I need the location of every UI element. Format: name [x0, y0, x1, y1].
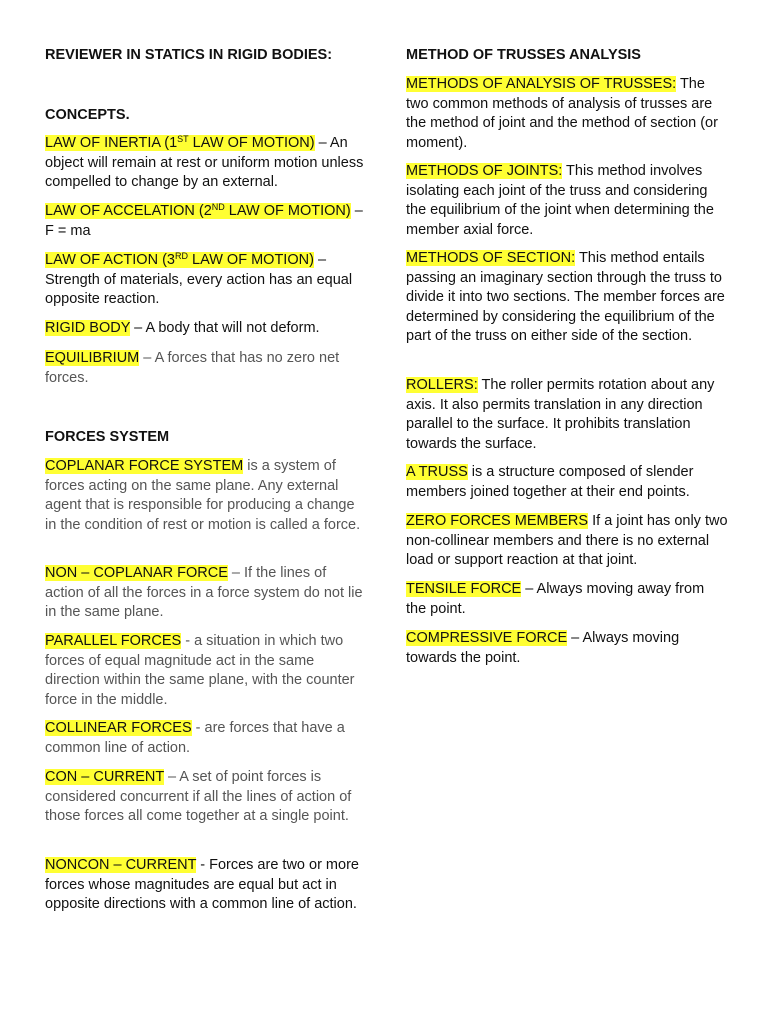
concept-law-of-inertia: [45, 134, 365, 193]
force-concurrent: [45, 768, 365, 827]
truss-methods-of-analysis: [406, 75, 728, 153]
definition-text: – Always moving away from the point.: [406, 581, 705, 617]
truss-zero-force-members: [406, 512, 728, 571]
definition-text: – An object will remain at rest or uniform motion unless compelled to change by an external.: [45, 135, 364, 191]
concept-equilibrium: [45, 349, 365, 388]
force-nonconcurrent: [45, 856, 365, 915]
term-highlight: COLLINEAR FORCES: [45, 720, 192, 736]
force-collinear: [45, 719, 365, 758]
term-highlight: COPLANAR FORCE SYSTEM: [45, 458, 244, 474]
definition-text: is a system of forces acting on the same plane. Any external agent that is responsible for producing a change in the condition of rest or motion is called a force.: [45, 458, 361, 533]
definition-text: – Strength of materials, every action has an equal opposite reaction.: [45, 252, 353, 308]
force-coplanar: [45, 457, 365, 535]
truss-compressive-force: [406, 629, 728, 668]
definition-text: is a structure composed of slender members joined together at their end points.: [406, 464, 694, 500]
definition-text: – If the lines of action of all the forces in a force system do not lie in the same plane.: [45, 565, 363, 621]
concepts-heading: CONCEPTS.: [45, 107, 130, 123]
definition-text: – Always moving towards the point.: [406, 630, 680, 666]
term-highlight: COMPRESSIVE FORCE: [406, 630, 568, 646]
force-non-coplanar: [45, 564, 365, 623]
term-highlight: NON – COPLANAR FORCE: [45, 565, 228, 581]
force-parallel: [45, 632, 365, 710]
definition-text: This method entails passing an imaginary section through the truss to divide it into two sections. The member forces are determined by considering the equilibrium of the part of the truss on either side of the section.: [406, 250, 725, 345]
definition-text: – F = ma: [45, 203, 363, 239]
truss-methods-of-joints: [406, 162, 728, 240]
definition-text: - are forces that have a common line of action.: [45, 720, 345, 756]
definition-text: – A body that will not deform.: [130, 320, 320, 336]
definition-text: The two common methods of analysis of trusses are the method of joint and the method of section (or moment).: [406, 76, 718, 151]
term-highlight: A TRUSS: [406, 464, 468, 480]
term-highlight: TENSILE FORCE: [406, 581, 522, 597]
document-title: REVIEWER IN STATICS IN RIGID BODIES:: [45, 47, 333, 63]
truss-tensile-force: [406, 580, 728, 619]
truss-a-truss: [406, 463, 728, 502]
definition-text: If a joint has only two non-collinear members and there is no external load or support reaction at that joint.: [406, 513, 728, 569]
term-highlight: ZERO FORCES MEMBERS: [406, 513, 589, 529]
definition-text: – A forces that has no zero net forces.: [45, 350, 340, 386]
truss-methods-of-section: [406, 249, 728, 347]
definition-text: – A set of point forces is considered concurrent if all the lines of action of those forces all come together at a single point.: [45, 769, 352, 825]
term-highlight: LAW OF ACTION (3RD LAW OF MOTION): [45, 251, 314, 268]
definition-text: This method involves isolating each joint of the truss and considering the equilibrium of the joint when determining the member axial force.: [406, 163, 714, 238]
concept-rigid-body: [45, 319, 365, 339]
term-highlight: RIGID BODY: [45, 320, 131, 336]
term-highlight: EQUILIBRIUM: [45, 350, 140, 366]
truss-rollers: [406, 376, 728, 454]
term-highlight: ROLLERS:: [406, 377, 478, 393]
forces-system-heading: FORCES SYSTEM: [45, 429, 170, 445]
definition-text: - Forces are two or more forces whose magnitudes are equal but act in opposite directions with a common line of action.: [45, 857, 359, 913]
term-highlight: PARALLEL FORCES: [45, 633, 182, 649]
definition-text: - a situation in which two forces of equal magnitude act in the same direction within the same plane, with the counter force in the middle.: [45, 633, 355, 708]
term-highlight: LAW OF ACCELATION (2ND LAW OF MOTION): [45, 202, 351, 219]
term-highlight: NONCON – CURRENT: [45, 857, 197, 873]
definition-text: The roller permits rotation about any axis. It also permits translation in any direction parallel to the surface. It prohibits translation towards the surface.: [406, 377, 715, 452]
concept-law-of-action: [45, 251, 365, 310]
trusses-heading: METHOD OF TRUSSES ANALYSIS: [406, 47, 641, 63]
term-highlight: METHODS OF ANALYSIS OF TRUSSES:: [406, 76, 677, 92]
term-highlight: LAW OF INERTIA (1ST LAW OF MOTION): [45, 134, 315, 151]
term-highlight: CON – CURRENT: [45, 769, 164, 785]
concept-law-of-acceleration: [45, 202, 365, 241]
term-highlight: METHODS OF JOINTS:: [406, 163, 563, 179]
term-highlight: METHODS OF SECTION:: [406, 250, 576, 266]
